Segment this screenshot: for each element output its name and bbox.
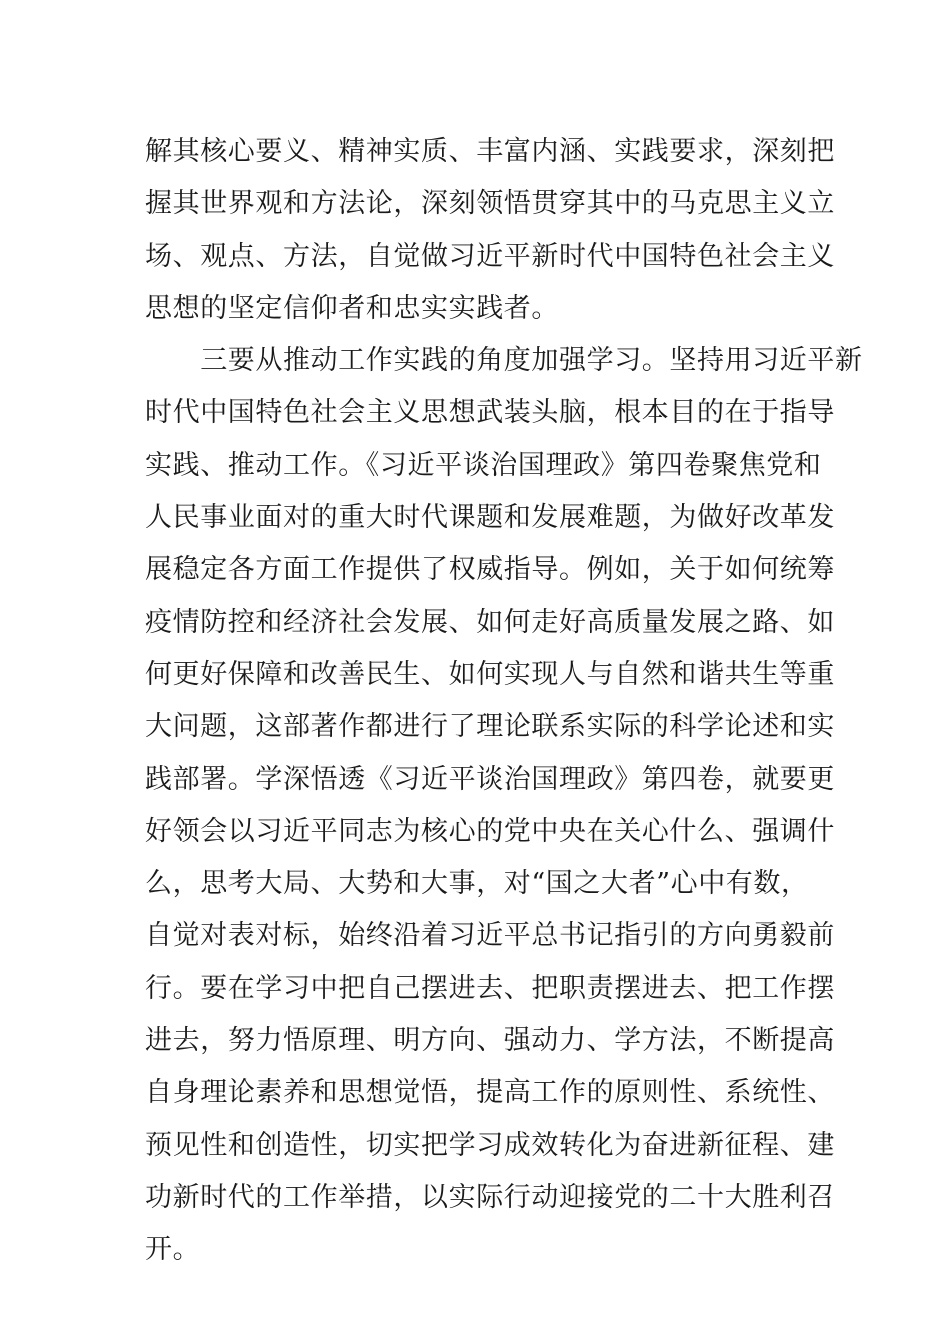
text-line: 开。 (145, 1234, 201, 1266)
text-line: 大问题，这部著作都进行了理论联系实际的科学论述和实 (145, 711, 835, 743)
text-line: 实践、推动工作。《习近平谈治国理政》第四卷聚焦党和 (145, 449, 822, 481)
text-line: 践部署。学深悟透《习近平谈治国理政》第四卷，就要更 (145, 763, 835, 795)
text-line: 好领会以习近平同志为核心的党中央在关心什么、强调什 (145, 815, 835, 847)
body-text (145, 126, 863, 1277)
text-line: 功新时代的工作举措，以实际行动迎接党的二十大胜利召 (145, 1181, 835, 1213)
text-line: 时代中国特色社会主义思想武装头脑，根本目的在于指导 (145, 397, 835, 429)
text-line: 解其核心要义、精神实质、丰富内涵、实践要求，深刻把 (145, 136, 835, 167)
text-line: 自觉对表对标，始终沿着习近平总书记指引的方向勇毅前 (145, 920, 835, 952)
text-line: 何更好保障和改善民生、如何实现人与自然和谐共生等重 (145, 658, 835, 690)
text-line: 么，思考大局、大势和大事，对“国之大者”心中有数， (145, 868, 809, 900)
text-line: 思想的坚定信仰者和忠实实践者。 (145, 292, 559, 324)
text-line: 进去，努力悟原理、明方向、强动力、学方法，不断提高 (145, 1025, 835, 1057)
text-line: 人民事业面对的重大时代课题和发展难题，为做好改革发 (145, 502, 835, 534)
text-line: 预见性和创造性，切实把学习成效转化为奋进新征程、建 (145, 1129, 835, 1161)
text-line: 场、观点、方法，自觉做习近平新时代中国特色社会主义 (145, 240, 835, 272)
text-line: 行。要在学习中把自己摆进去、把职责摆进去、把工作摆 (145, 972, 835, 1004)
text-line: 疫情防控和经济社会发展、如何走好高质量发展之路、如 (145, 606, 835, 638)
paragraph-start-line: 三要从推动工作实践的角度加强学习。坚持用习近平新 (145, 345, 863, 377)
text-line: 展稳定各方面工作提供了权威指导。例如，关于如何统筹 (145, 554, 835, 586)
text-line: 握其世界观和方法论，深刻领悟贯穿其中的马克思主义立 (145, 188, 835, 220)
text-line: 自身理论素养和思想觉悟，提高工作的原则性、系统性、 (145, 1077, 835, 1109)
